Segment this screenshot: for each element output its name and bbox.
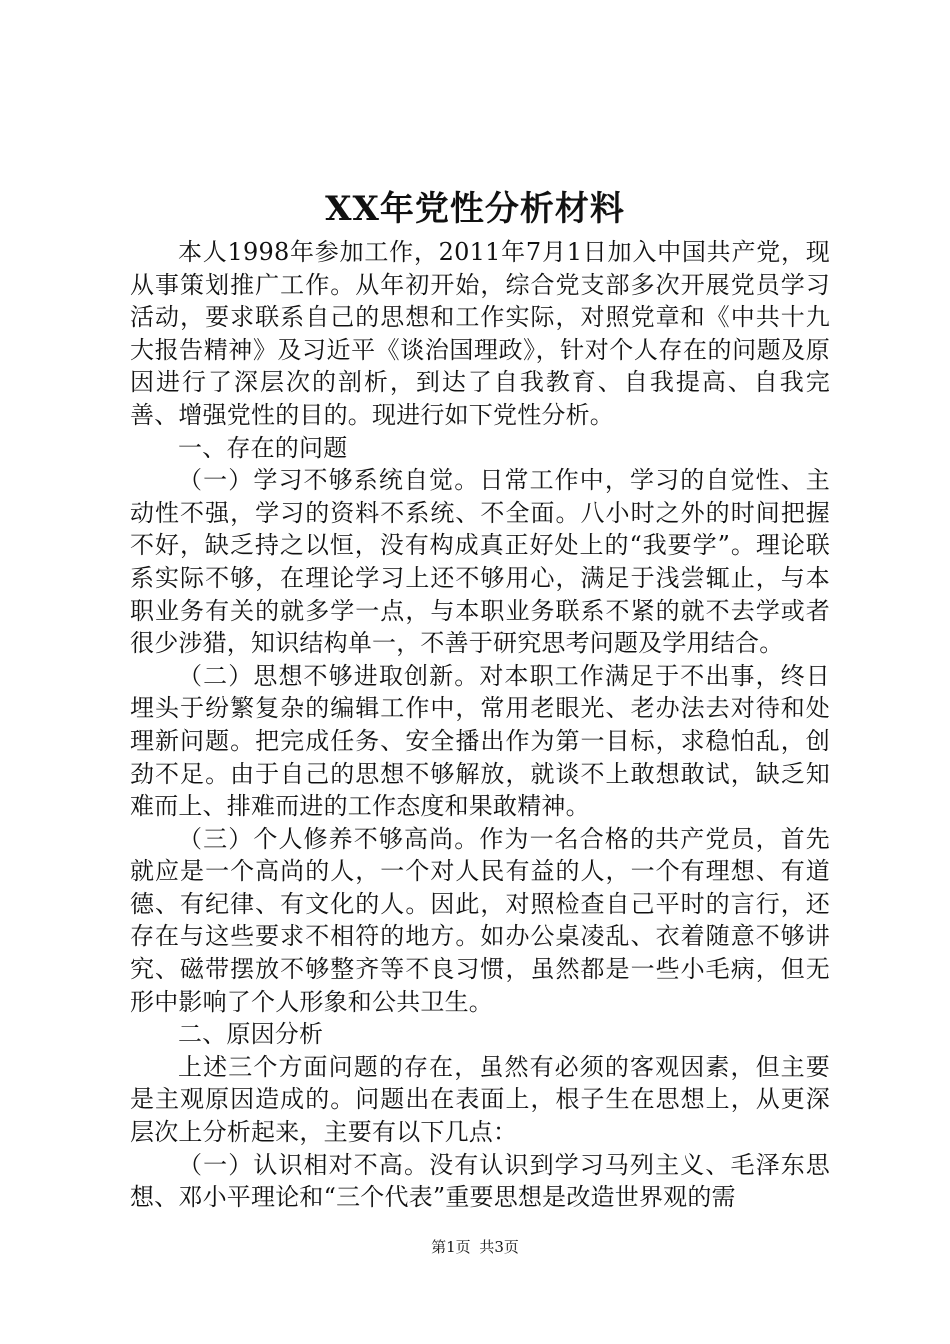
page-footer (0, 1237, 950, 1257)
causes-intro-paragraph: 上述三个方面问题的存在，虽然有必须的客观因素，但主要是主观原因造成的。问题出在表面上，根子生在思想上，从更深层次上分析起来，主要有以下几点： (130, 1052, 830, 1147)
cause-item-1 (130, 1149, 830, 1214)
intro-paragraph: 本人1998年参加工作，2011年7月1日加入中国共产党，现从事策划推广工作。从年初开始，综合党支部多次开展党员学习活动，要求联系自己的思想和工作实际，对照党章和《中共十九大报告精神》及习近平《谈治国理政》，针对个人存在的问题及原因进行了深层次的剖析，到达了自我教育、自我提高、自我完善、增强党性的目的。现进行如下党性分析。 (130, 238, 830, 429)
problem-item-1 (130, 464, 830, 660)
problem-item-2 (130, 660, 830, 823)
problem-item-3-text: 作为一名合格的共产党员，首先就应是一个高尚的人，一个对人民有益的人，一个有理想、有道德、有纪律、有文化的人。因此，对照检查自己平时的言行，还存在与这些要求不相符的地方。如办公桌凌乱、衣着随意不够讲究、磁带摆放不够整齐等不良习惯，虽然都是一些小毛病，但无形中影响了个人形象和公共卫生。 (130, 824, 830, 1016)
problem-item-1-text: 日常工作中，学习的自觉性、主动性不强，学习的资料不系统、不全面。八小时之外的时间把握不好，缺乏持之以恒，没有构成真正好处上的“我要学”。理论联系实际不够，在理论学习上还不够用心，满足于浅尝辄止，与本职业务有关的就多学一点，与本职业务联系不紧的就不去学或者很少涉猎，知识结构单一，不善于研究思考问题及学用结合。 (130, 466, 830, 658)
section-heading-problems: 一、存在的问题 (178, 433, 348, 462)
document-body (130, 236, 830, 1214)
problem-item-1-label: （一）学习不够系统自觉。 (178, 466, 480, 495)
problem-item-2-text: 对本职工作满足于不出事，终日埋头于纷繁复杂的编辑工作中，常用老眼光、老办法去对待和处理新问题。把完成任务、安全播出作为第一目标，求稳怕乱，创劲不足。由于自己的思想不够解放，就谈不上敢想敢试，缺乏知难而上、排难而进的工作态度和果敢精神。 (130, 661, 830, 821)
cause-item-1-label: （一）认识相对不高。 (178, 1150, 430, 1179)
page-number-current: 第1页 (431, 1238, 471, 1256)
page-number-total: 共3页 (479, 1238, 519, 1256)
document-title: XX年党性分析材料 (325, 189, 625, 229)
problem-item-2-label: （二）思想不够进取创新。 (178, 661, 480, 690)
problem-item-3-label: （三）个人修养不够高尚。 (178, 824, 480, 853)
problem-item-3 (130, 823, 830, 1019)
section-heading-causes: 二、原因分析 (178, 1020, 324, 1049)
cause-item-1-text: 没有认识到学习马列主义、毛泽东思想、邓小平理论和“三个代表”重要思想是改造世界观的需 (130, 1150, 831, 1212)
